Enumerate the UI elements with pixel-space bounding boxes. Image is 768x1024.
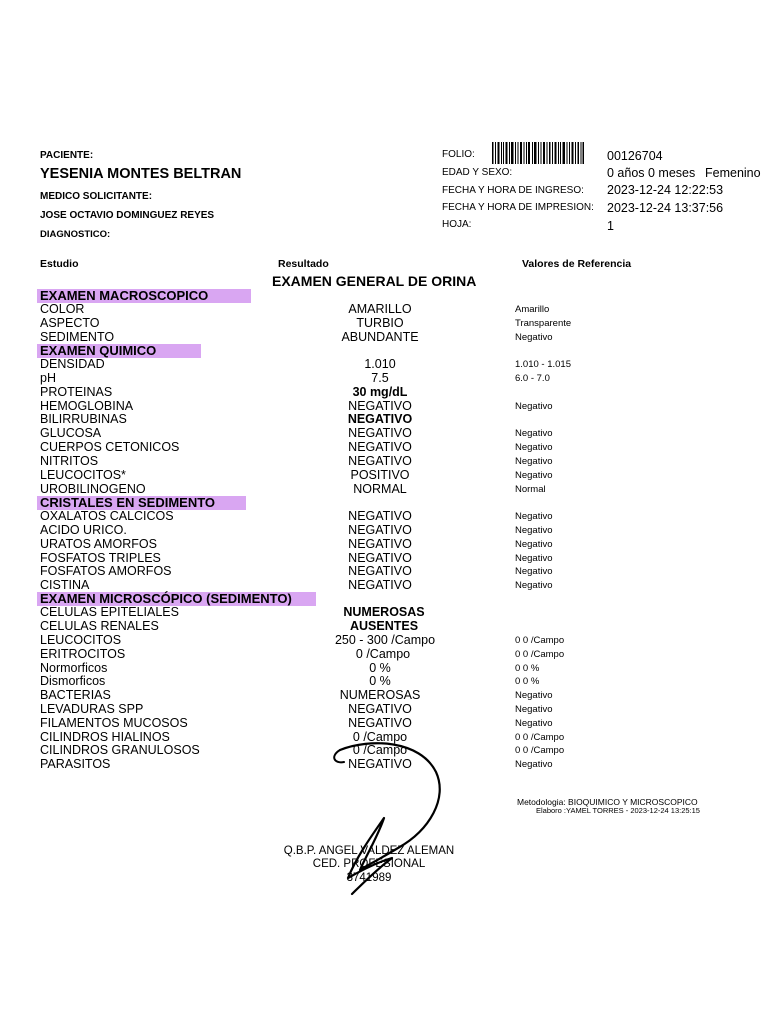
study-name: CELULAS EPITELIALES xyxy=(40,605,179,619)
result-value: NUMEROSAS xyxy=(343,605,425,619)
table-row xyxy=(0,702,768,716)
study-name: FOSFATOS TRIPLES xyxy=(40,551,161,565)
result-value: 1.010 xyxy=(364,357,396,371)
study-name: BILIRRUBINAS xyxy=(40,412,127,426)
reference-value: Negativo xyxy=(515,525,553,536)
reference-value: 0 0 /Campo xyxy=(515,649,565,660)
table-row xyxy=(0,330,768,344)
reference-value: Negativo xyxy=(515,401,553,412)
study-name: FOSFATOS AMORFOS xyxy=(40,564,172,578)
table-row xyxy=(0,523,768,537)
result-value: 0 /Campo xyxy=(352,730,408,744)
table-row xyxy=(0,454,768,468)
study-name: FILAMENTOS MUCOSOS xyxy=(40,716,188,730)
table-row xyxy=(0,482,768,496)
table-row xyxy=(0,440,768,454)
result-value: NEGATIVO xyxy=(348,702,412,716)
reference-value: 0 0 % xyxy=(515,663,540,674)
study-name: pH xyxy=(40,371,56,385)
col-referencia: Valores de Referencia xyxy=(522,258,632,270)
table-row xyxy=(0,716,768,730)
handwritten-signature-icon xyxy=(300,738,450,898)
result-value: NEGATIVO xyxy=(348,716,412,730)
section-microscopico xyxy=(37,592,316,606)
study-name: Normorficos xyxy=(40,661,108,675)
document-title: EXAMEN GENERAL DE ORINA xyxy=(272,273,477,289)
hoja-value: 1 xyxy=(607,219,614,233)
result-value: 0 /Campo xyxy=(352,743,408,757)
result-value: NEGATIVO xyxy=(348,509,412,523)
section-title: EXAMEN QUIMICO xyxy=(40,343,157,358)
study-name: OXALATOS CALCICOS xyxy=(40,509,174,523)
study-name: NITRITOS xyxy=(40,454,99,468)
table-row xyxy=(0,537,768,551)
patient-name: YESENIA MONTES BELTRAN xyxy=(40,166,242,182)
result-value: 7.5 xyxy=(371,371,389,385)
reference-value: Amarillo xyxy=(515,304,550,315)
table-row xyxy=(0,661,768,675)
study-name: DENSIDAD xyxy=(40,357,105,371)
table-row xyxy=(0,688,768,702)
study-name: UROBILINOGENO xyxy=(40,482,146,496)
study-name: ACIDO URICO. xyxy=(40,523,127,537)
result-value: 250 - 300 /Campo xyxy=(334,633,436,647)
study-name: HEMOGLOBINA xyxy=(40,399,134,413)
medico-name: JOSE OCTAVIO DOMINGUEZ REYES xyxy=(40,210,215,221)
reference-value: 1.010 - 1.015 xyxy=(515,359,571,370)
col-resultado: Resultado xyxy=(278,258,329,270)
medico-label: MEDICO SOLICITANTE: xyxy=(40,191,153,202)
elaboro-text: Elaboro :YAMEL TORRES - 2023-12-24 13:25:15 xyxy=(536,806,700,815)
table-row xyxy=(0,399,768,413)
reference-value: 0 0 /Campo xyxy=(515,745,565,756)
table-row xyxy=(0,674,768,688)
reference-value: Negativo xyxy=(515,456,553,467)
study-name: Dismorficos xyxy=(40,674,106,688)
reference-value: 0 0 /Campo xyxy=(515,732,565,743)
table-row xyxy=(0,633,768,647)
study-name: LEUCOCITOS* xyxy=(40,468,126,482)
reference-value: Normal xyxy=(515,484,546,495)
barcode-icon xyxy=(492,142,584,164)
result-value: 0 % xyxy=(369,661,391,675)
result-value: NORMAL xyxy=(353,482,407,496)
table-row xyxy=(0,564,768,578)
section-title: EXAMEN MICROSCÓPICO (SEDIMENTO) xyxy=(40,591,292,606)
col-estudio: Estudio xyxy=(40,258,79,270)
signature-cedula-label: CED. PROFESIONAL xyxy=(312,858,426,870)
reference-value: Negativo xyxy=(515,690,553,701)
result-value: NEGATIVO xyxy=(348,578,412,592)
study-name: ERITROCITOS xyxy=(40,647,126,661)
reference-value: Negativo xyxy=(515,704,553,715)
result-value: POSITIVO xyxy=(350,468,410,482)
result-value: NEGATIVO xyxy=(348,757,412,771)
folio-value: 00126704 xyxy=(607,149,663,163)
section-title: CRISTALES EN SEDIMENTO xyxy=(40,495,216,510)
table-row xyxy=(0,385,768,399)
result-value: NEGATIVO xyxy=(348,537,412,551)
table-row xyxy=(0,578,768,592)
result-value: NEGATIVO xyxy=(348,440,412,454)
table-row xyxy=(0,412,768,426)
reference-value: 0 0 % xyxy=(515,676,540,687)
study-name: COLOR xyxy=(40,302,85,316)
result-value: TURBIO xyxy=(356,316,404,330)
result-value: NEGATIVO xyxy=(348,564,412,578)
study-name: BACTERIAS xyxy=(40,688,111,702)
study-name: CISTINA xyxy=(40,578,90,592)
diagnostico-label: DIAGNOSTICO: xyxy=(40,229,111,240)
result-value: 0 /Campo xyxy=(355,647,411,661)
reference-value: Negativo xyxy=(515,718,553,729)
result-value: NEGATIVO xyxy=(348,454,412,468)
section-macroscopico xyxy=(37,289,251,303)
study-name: CILINDROS GRANULOSOS xyxy=(40,743,200,757)
signature-name: Q.B.P. ANGEL VALDEZ ALEMAN xyxy=(283,845,455,857)
study-name: LEVADURAS SPP xyxy=(40,702,144,716)
edad-value: 0 años 0 meses xyxy=(607,166,696,180)
table-row xyxy=(0,316,768,330)
sexo-value: Femenino xyxy=(705,166,761,180)
hoja-label: HOJA: xyxy=(442,219,472,230)
reference-value: Negativo xyxy=(515,759,553,770)
reference-value: Negativo xyxy=(515,428,553,439)
reference-value: 0 0 /Campo xyxy=(515,635,565,646)
table-row xyxy=(0,551,768,565)
signature-cedula-number: 3741989 xyxy=(346,872,392,884)
ingreso-label: FECHA Y HORA DE INGRESO: xyxy=(442,185,584,196)
study-name: PARASITOS xyxy=(40,757,111,771)
folio-label: FOLIO: xyxy=(442,149,475,160)
study-name: CUERPOS CETONICOS xyxy=(40,440,180,454)
reference-value: Negativo xyxy=(515,511,553,522)
result-value: NEGATIVO xyxy=(348,523,412,537)
result-value: AUSENTES xyxy=(349,619,419,633)
edad-label: EDAD Y SEXO: xyxy=(442,167,513,178)
paciente-label: PACIENTE: xyxy=(40,150,94,161)
study-name: PROTEINAS xyxy=(40,385,113,399)
result-value: ABUNDANTE xyxy=(341,330,419,344)
study-name: URATOS AMORFOS xyxy=(40,537,157,551)
reference-value: Negativo xyxy=(515,442,553,453)
reference-value: 6.0 - 7.0 xyxy=(515,373,550,384)
impresion-label: FECHA Y HORA DE IMPRESION: xyxy=(442,202,594,213)
result-value: NUMEROSAS xyxy=(339,688,421,702)
table-row xyxy=(0,619,768,633)
result-value: NEGATIVO xyxy=(348,426,412,440)
table-row xyxy=(0,605,768,619)
reference-value: Negativo xyxy=(515,539,553,550)
result-value: 0 % xyxy=(369,674,391,688)
result-value: NEGATIVO xyxy=(347,412,413,426)
study-name: CELULAS RENALES xyxy=(40,619,159,633)
result-value: 30 mg/dL xyxy=(352,385,408,399)
reference-value: Negativo xyxy=(515,580,553,591)
ingreso-value: 2023-12-24 12:22:53 xyxy=(607,183,724,197)
result-value: NEGATIVO xyxy=(348,399,412,413)
study-name: ASPECTO xyxy=(40,316,100,330)
section-title: EXAMEN MACROSCOPICO xyxy=(40,288,209,303)
reference-value: Negativo xyxy=(515,470,553,481)
table-row xyxy=(0,357,768,371)
reference-value: Negativo xyxy=(515,566,553,577)
metodologia-text: Metodologia: BIOQUIMICO Y MICROSCOPICO xyxy=(517,797,698,807)
study-name: CILINDROS HIALINOS xyxy=(40,730,170,744)
table-row xyxy=(0,647,768,661)
reference-value: Negativo xyxy=(515,553,553,564)
table-row xyxy=(0,468,768,482)
table-row xyxy=(0,302,768,316)
section-quimico xyxy=(37,344,201,358)
impresion-value: 2023-12-24 13:37:56 xyxy=(607,201,724,215)
reference-value: Transparente xyxy=(515,318,572,329)
reference-value: Negativo xyxy=(515,332,553,343)
table-row xyxy=(0,509,768,523)
table-row xyxy=(0,426,768,440)
study-name: LEUCOCITOS xyxy=(40,633,122,647)
study-name: GLUCOSA xyxy=(40,426,102,440)
result-value: AMARILLO xyxy=(348,302,412,316)
result-value: NEGATIVO xyxy=(348,551,412,565)
table-row xyxy=(0,371,768,385)
section-cristales xyxy=(37,496,246,510)
study-name: SEDIMENTO xyxy=(40,330,115,344)
